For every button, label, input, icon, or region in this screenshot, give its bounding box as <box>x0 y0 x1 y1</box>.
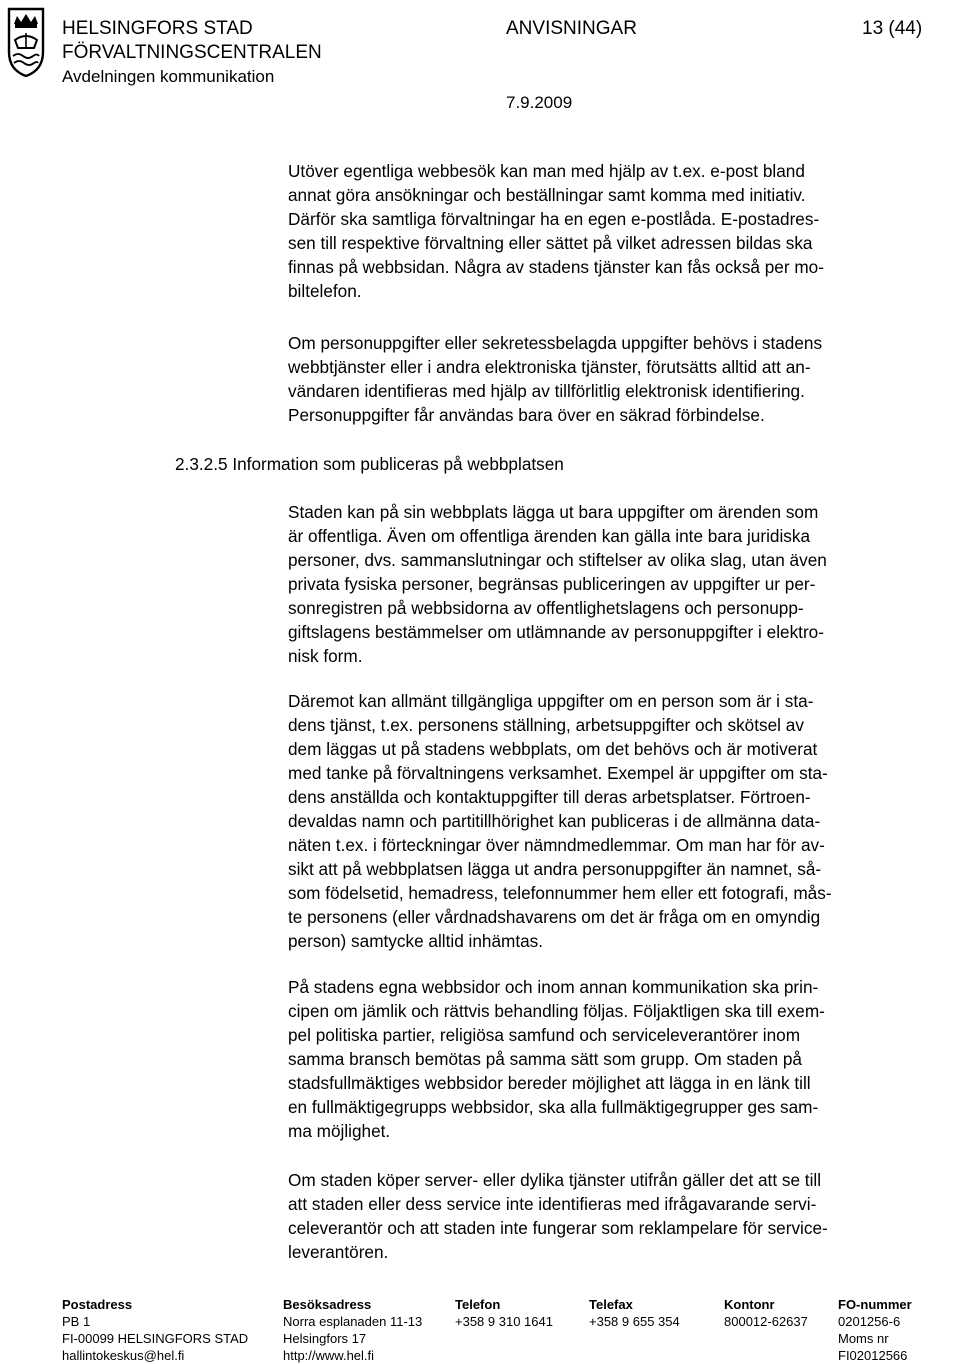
page-number: 13 (44) <box>862 18 923 39</box>
footer-value: 800012-62637 <box>724 1314 808 1329</box>
text-line: Staden kan på sin webbplats lägga ut bara uppgifter om ärenden som <box>288 502 819 522</box>
paragraph-service-providers <box>288 1168 938 1264</box>
document-type: ANVISNINGAR <box>506 18 637 39</box>
footer-value: Norra esplanaden 11-13 <box>283 1314 423 1329</box>
text-line: finnas på webbsidan. Några av stadens tjänster kan fås också per mo- <box>288 257 824 277</box>
text-line: te personens (eller vårdnadshavarens om det är fråga om en omyndig <box>288 907 821 927</box>
text-line: Personuppgifter får användas bara över en säkrad förbindelse. <box>288 405 765 425</box>
paragraph-equal-treatment <box>288 975 938 1143</box>
text-line: Utöver egentliga webbesök kan man med hjälp av t.ex. e-post bland <box>288 161 805 181</box>
footer-telephone <box>455 1296 553 1330</box>
text-line: att staden eller dess service inte identifieras med ifrågavarande servi- <box>288 1194 817 1214</box>
organization-unit: FÖRVALTNINGSCENTRALEN <box>62 42 322 63</box>
text-line: samma bransch bemötas på samma sätt som grupp. Om staden på <box>288 1049 802 1069</box>
text-line: På stadens egna webbsidor och inom annan kommunikation ska prin- <box>288 977 819 997</box>
text-line: sonregistren på webbsidorna av offentlighetslagens och personupp- <box>288 598 804 618</box>
department-name: Avdelningen kommunikation <box>62 67 275 86</box>
text-line: näten t.ex. i förteckningar över nämndmedlemmar. Om man har för av- <box>288 835 825 855</box>
footer-label: FO-nummer <box>838 1297 912 1312</box>
text-line: nisk form. <box>288 646 363 666</box>
text-line: celeverantör och att staden inte fungerar som reklampelare för service- <box>288 1218 828 1238</box>
footer-value: Helsingfors 17 <box>283 1331 367 1346</box>
text-line: är offentliga. Även om offentliga ärenden kan gälla inte bara juridiska <box>288 526 811 546</box>
text-line: en fullmäktigegrupps webbsidor, ska alla fullmäktigegrupper ges sam- <box>288 1097 819 1117</box>
text-line: cipen om jämlik och rättvis behandling följas. Följaktligen ska till exem- <box>288 1001 825 1021</box>
footer-postal-address <box>62 1296 248 1364</box>
paragraph-employee-data <box>288 689 938 953</box>
text-line: leverantören. <box>288 1242 389 1262</box>
text-line: Däremot kan allmänt tillgängliga uppgifter om en person som är i sta- <box>288 691 814 711</box>
organization-name: HELSINGFORS STAD <box>62 18 253 39</box>
text-line: pel politiska partier, religiösa samfund och serviceleverantörer inom <box>288 1025 801 1045</box>
footer-value: PB 1 <box>62 1314 91 1329</box>
text-line: webbtjänster eller i andra elektroniska tjänster, förutsätts alltid att an- <box>288 357 811 377</box>
text-line: personer, dvs. sammanslutningar och stiftelser av olika slag, utan även <box>288 550 827 570</box>
text-line: Om staden köper server- eller dylika tjänster utifrån gäller det att se till <box>288 1170 822 1190</box>
text-line: som födelsetid, hemadress, telefonnummer hem eller ett fotografi, mås- <box>288 883 832 903</box>
paragraph-public-information <box>288 500 938 668</box>
text-line: person) samtycke alltid inhämtas. <box>288 931 544 951</box>
footer-value: +358 9 655 354 <box>589 1314 680 1329</box>
footer-value: 0201256-6 <box>838 1314 901 1329</box>
text-line: dens anställda och kontaktuppgifter till deras arbetsplatser. Förtroen- <box>288 787 811 807</box>
section-heading: 2.3.2.5 Information som publiceras på webbplatsen <box>175 454 564 474</box>
footer-value: FI02012566 <box>838 1348 908 1363</box>
footer-telefax <box>589 1296 680 1330</box>
text-line: annat göra ansökningar och beställningar samt komma med initiativ. <box>288 185 806 205</box>
paragraph-email-services <box>288 159 938 303</box>
footer-label: Telefon <box>455 1297 501 1312</box>
footer-value: hallintokeskus@hel.fi <box>62 1348 185 1363</box>
footer-value: http://www.hel.fi <box>283 1348 375 1363</box>
footer-value: Moms nr <box>838 1331 889 1346</box>
text-line: dens tjänst, t.ex. personens ställning, arbetsuppgifter och skötsel av <box>288 715 804 735</box>
paragraph-personal-data-identification <box>288 331 938 427</box>
footer-business-id <box>838 1296 912 1364</box>
text-line: sen till respektive förvaltning eller sättet på vilket adressen bildas ska <box>288 233 813 253</box>
text-line: privata fysiska personer, begränsas publiceringen av uppgifter ur per- <box>288 574 816 594</box>
text-line: stadsfullmäktiges webbsidor bereder möjlighet att lägga in en länk till <box>288 1073 811 1093</box>
text-line: Om personuppgifter eller sekretessbelagda uppgifter behövs i stadens <box>288 333 823 353</box>
footer-value: FI-00099 HELSINGFORS STAD <box>62 1331 249 1346</box>
text-line: vändaren identifieras med hjälp av tillförlitlig elektronisk identifiering. <box>288 381 805 401</box>
footer-label: Kontonr <box>724 1297 775 1312</box>
footer-visiting-address <box>283 1296 422 1364</box>
city-crest-icon <box>6 6 46 78</box>
document-date: 7.9.2009 <box>506 93 573 112</box>
footer-label: Besöksadress <box>283 1297 372 1312</box>
footer-value: +358 9 310 1641 <box>455 1314 553 1329</box>
text-line: biltelefon. <box>288 281 362 301</box>
footer-label: Telefax <box>589 1297 633 1312</box>
footer-label: Postadress <box>62 1297 133 1312</box>
text-line: dem läggas ut på stadens webbplats, om det behövs och är motiverat <box>288 739 818 759</box>
text-line: sikt att på webbplatsen lägga ut andra personuppgifter än namnet, så- <box>288 859 822 879</box>
text-line: Därför ska samtliga förvaltningar ha en egen e-postlåda. E-postadres- <box>288 209 820 229</box>
text-line: devaldas namn och partitillhörighet kan publiceras i de allmänna data- <box>288 811 821 831</box>
text-line: ma möjlighet. <box>288 1121 391 1141</box>
text-line: med tanke på förvaltningens verksamhet. Exempel är uppgifter om sta- <box>288 763 828 783</box>
text-line: giftslagens bestämmelser om utlämnande av personuppgifter i elektro- <box>288 622 824 642</box>
footer-account-number <box>724 1296 808 1330</box>
